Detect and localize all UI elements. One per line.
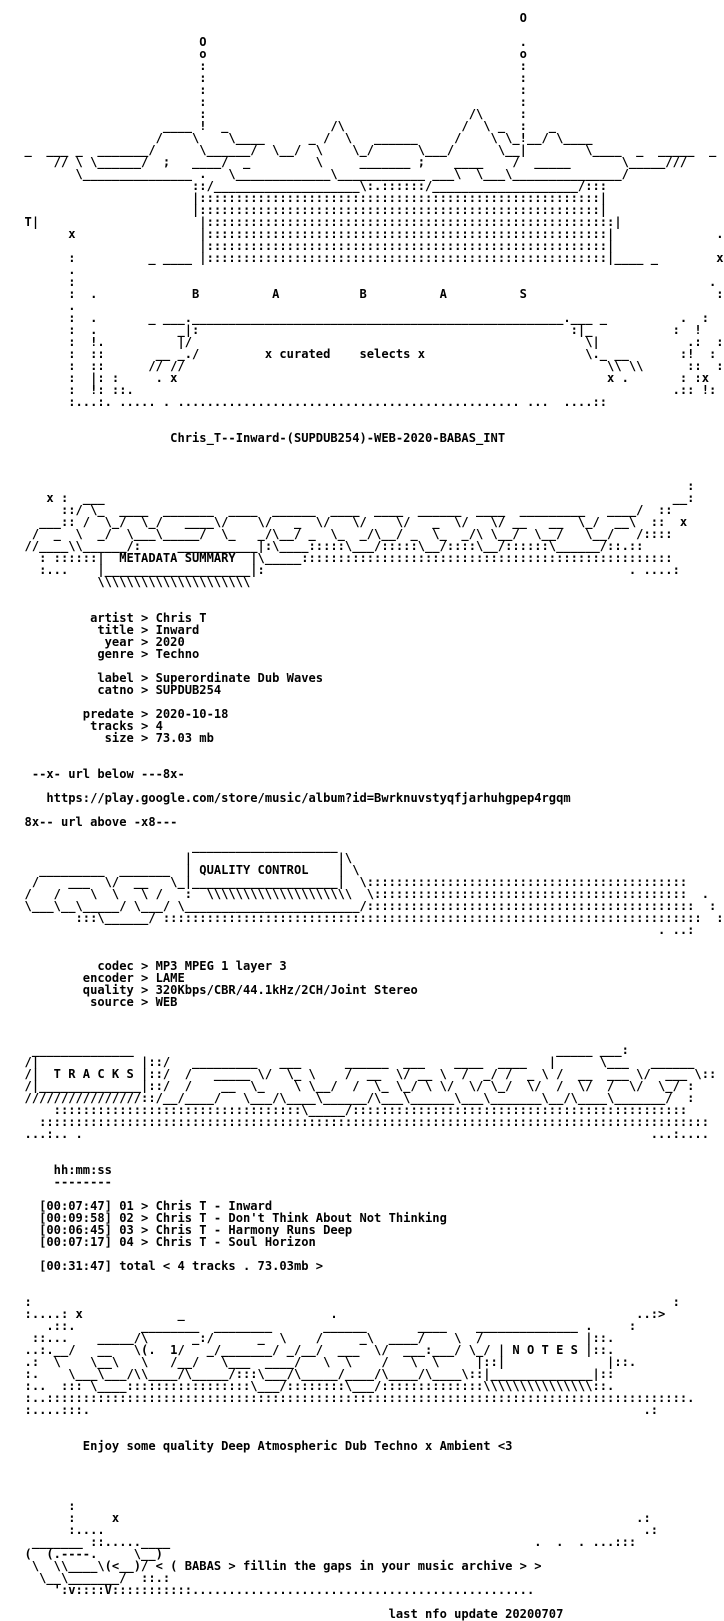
nfo-line [10, 408, 724, 420]
nfo-line [10, 1464, 724, 1476]
nfo-line: |:::::::::::::::::::::::::::::::::::::::::::::::::::::::| [10, 239, 615, 253]
nfo-line: .::. ________ ________ ______ ____ ______________ . : [10, 1319, 637, 1333]
nfo-line: [00:07:47] 01 > Chris T - Inward [10, 1199, 273, 1213]
nfo-line: ':v::::V:::::::::::............................................... [10, 1583, 535, 1597]
nfo-line [10, 1140, 724, 1152]
nfo-line: : !: ::. .:: !: [10, 383, 717, 397]
nfo-line [10, 1488, 724, 1500]
nfo-line: \\\\\\\\\\\\\\\\\\\\\ [10, 575, 251, 589]
nfo-line: artist > Chris T [10, 611, 207, 625]
nfo-line: /|______________|::/ / __ \_ \ \__/ / \_ \_/ \ \/ \/ \_/ \/ / \/ / \/ \_/ : [10, 1079, 695, 1093]
nfo-line: genre > Techno [10, 647, 200, 661]
nfo-line: // \ \______/ ; ____/ _ \ _______ ; ____ / _____ \_____/// [10, 155, 688, 169]
nfo-line: predate > 2020-10-18 [10, 707, 229, 721]
nfo-line: ::::::::::::::::::::::::::::::::::\_____/:::::::::::::::::::::::::::::::::::::::::::::: [10, 1103, 688, 1117]
nfo-line: quality > 320Kbps/CBR/44.1kHz/2CH/Joint Stereo [10, 983, 418, 997]
nfo-line: [00:31:47] total < 4 tracks . 73.03mb > [10, 1259, 324, 1273]
nfo-line: : . _|: :|_ : ! [10, 323, 702, 337]
nfo-line: -------- [10, 1175, 112, 1189]
nfo-line: ____________________ [10, 839, 338, 853]
nfo-line: ___:: / \_/ \_/ ____\/ \/ _ \/ \/ \/ _ \/ \/ __ __ \_/ __\ :: x [10, 515, 688, 529]
nfo-line: : x .: [10, 1511, 651, 1525]
nfo-line: _________ _______ | QUALITY CONTROL | \ [10, 863, 360, 877]
nfo-line: |:::::::::::::::::::::::::::::::::::::::::::::::::::::::| [10, 191, 608, 205]
nfo-line: \__\_______/ ::.: [10, 1571, 171, 1585]
nfo-line: | |\ [10, 851, 353, 865]
nfo-line: \___\__\_____/ \___/ \________________________/::::::::::::::::::::::::::::::::::::::::::::: : [10, 899, 717, 913]
nfo-line: :.. ::: \____:::::::::::::::::\___/::::::::\___/::::::::::::::\\\\\\\\\\\\\\\::. [10, 1379, 615, 1393]
nfo-line: T| |::::::::::::::::::::::::::::::::::::::::::::::::::::::::| [10, 215, 622, 229]
nfo-line: [00:09:58] 02 > Chris T - Don't Think About Not Thinking [10, 1211, 447, 1225]
nfo-line [10, 1476, 724, 1488]
nfo-line: x |:::::::::::::::::::::::::::::::::::::::::::::::::::::::| . [10, 227, 724, 241]
nfo-line: . ..: [10, 923, 695, 937]
nfo-line [10, 456, 724, 468]
nfo-line[interactable]: https://play.google.com/store/music/album?id=Bwrknuvstyqfjarhuhgpep4rgqm [10, 791, 571, 805]
nfo-line [10, 1008, 724, 1020]
nfo-line: [00:07:17] 04 > Chris T - Soul Horizon [10, 1235, 316, 1249]
nfo-line: _______ ::.....____ . . . ...::: [10, 1535, 637, 1549]
nfo-line: --x- url below ---8x- [10, 767, 185, 781]
nfo-line: catno > SUPDUB254 [10, 683, 222, 697]
nfo-line [10, 1452, 724, 1464]
nfo-line: / \ \____ _ / \ ______ / \ \_!__/ \____ [10, 131, 593, 145]
nfo-line: / ___ \/ __ \_|____________________| \:::::::::::::::::::::::::::::::::::::::::::: [10, 875, 688, 889]
nfo-line: [00:06:45] 03 > Chris T - Harmony Runs Deep [10, 1223, 353, 1237]
nfo-line: : : [10, 59, 527, 73]
nfo-line: : . B A B A S : [10, 287, 724, 301]
nfo-line: :::::::::::::::::::::::::::::::::::::::::::::::::::::::::::::::::::::::::::::::::::::::::::: [10, 1115, 709, 1129]
nfo-line: hh:mm:ss [10, 1163, 112, 1177]
nfo-line: /| |::/ _________ ___ ______ ___ ____ ____ | \___ ______ [10, 1055, 695, 1069]
nfo-line: _ ___ _ _______/ \______/ \__/ \ \_/ \___/ \__| \____ _ _____ _ [10, 143, 717, 157]
nfo-line: : . [10, 275, 717, 289]
nfo-line: :.... .: [10, 1523, 659, 1537]
nfo-line: : |: : . x x . : :x [10, 371, 709, 385]
nfo-line [10, 1152, 724, 1164]
nfo-line: /| T R A C K S |::/ / _____ \/ \_ \ / __ \/ __ \ / _/ / _ \ / __ ___ \/ ___ \:: [10, 1067, 717, 1081]
nfo-line: : ::::::| METADATA SUMMARY |\_____::::::::::::::::::::::::::::::::::::::::::::::::::: [10, 551, 673, 565]
nfo-line [10, 936, 724, 948]
nfo-line: encoder > LAME [10, 971, 185, 985]
nfo-document [10, 0, 724, 1620]
nfo-line: |:::::::::::::::::::::::::::::::::::::::::::::::::::::::| [10, 203, 608, 217]
nfo-line: : : [10, 95, 527, 109]
nfo-line [10, 444, 724, 456]
nfo-line: . [10, 263, 76, 277]
nfo-line: ::/ \_ ____ _______ ____ ______ ____ ____ ______ ____ _________ ____/ :: [10, 503, 673, 517]
nfo-line: : : [10, 83, 527, 97]
nfo-line: . [10, 299, 76, 313]
nfo-line [10, 744, 724, 756]
nfo-line: : _ ____ |:::::::::::::::::::::::::::::::::::::::::::::::::::::::|____ _ x [10, 251, 724, 265]
nfo-line: ..:.__/ __ \(. 1/ _/_______/ _/__/ ___ \/ ___:___/ \_/ | N O T E S |::. [10, 1343, 615, 1357]
nfo-line: o o [10, 47, 527, 61]
nfo-line: last nfo update 20200707 [10, 1607, 564, 1621]
nfo-line: ( (.----. \__) [10, 1547, 163, 1561]
nfo-line: x : ___ __: [10, 491, 695, 505]
nfo-line: Chris_T--Inward-(SUPDUB254)-WEB-2020-BABAS_INT [10, 431, 506, 445]
nfo-line: source > WEB [10, 995, 178, 1009]
nfo-line: label > Superordinate Dub Waves [10, 671, 324, 685]
nfo-line: ::/____________________\:.::::::/____________________/::: [10, 179, 608, 193]
nfo-line: //____\\______/: ___________|:\____:::::\___/:::::\__/::::\__/::::::\______/::.:: [10, 539, 644, 553]
nfo-line: :....:::. .: [10, 1403, 659, 1417]
nfo-line: Enjoy some quality Deep Atmospheric Dub Techno x Ambient <3 [10, 1439, 513, 1453]
nfo-line: :....: x _ . ..:> [10, 1307, 666, 1321]
nfo-line: :. \___\___/\\____/\_____/:::\___/\_____/____/\____/\____\::|______________|:: [10, 1367, 615, 1381]
nfo-line: \ \\____\(<__)/ < ( BABAS > fillin the gaps in your music archive > > [10, 1559, 542, 1573]
nfo-line: ::... _____/\ _:/ _ \ / _\ ____/ \ / |::. [10, 1331, 615, 1345]
nfo-line: : : [10, 71, 527, 85]
nfo-line: / _ \ _/ \___\_____/ \_ _/\__/ _ \_ _/\__/ _ \_ _/\ \__/ \__/ \__/ /:::: [10, 527, 673, 541]
nfo-line: codec > MP3 MPEG 1 layer 3 [10, 959, 287, 973]
nfo-line: O . [10, 35, 527, 49]
nfo-line: / / \ \ \ / : \\\\\\\\\\\\\\\\\\\\ \::::::::::::::::::::::::::::::::::::::::::: . [10, 887, 709, 901]
nfo-line: : . _ ___.___________________________________________________.___ _ . : [10, 311, 709, 325]
nfo-line: year > 2020 [10, 635, 185, 649]
nfo-line: tracks > 4 [10, 719, 163, 733]
nfo-line: : :: __ _./ x curated selects x \._ __ :! : [10, 347, 717, 361]
nfo-line: O [10, 11, 527, 25]
nfo-line: : !. |/ \| .: : [10, 335, 724, 349]
nfo-line: : :: // // \\ \\ :: : [10, 359, 724, 373]
nfo-line: .: \ \__\ \ /__/ \___ ____/ \ \ / \ \ |::| |::. [10, 1355, 637, 1369]
nfo-line: : : [10, 1295, 680, 1309]
nfo-line: \_______________ . \_____________\____________ ___\ \___\_______________/ [10, 167, 629, 181]
nfo-line [10, 588, 724, 600]
nfo-line: size > 73.03 mb [10, 731, 214, 745]
nfo-line: ...:.. . ...:.... [10, 1127, 709, 1141]
nfo-line: :..::::::::::::::::::::::::::::::::::::::::::::::::::::::::::::::::::::::::::::::::::::::::. [10, 1391, 695, 1405]
nfo-line: :...:. ..... . ............................................... ... ....:: [10, 395, 608, 409]
nfo-line [10, 1272, 724, 1284]
nfo-line: :::\______/ :::::::::::::::::::::::::::::::::::::::::::::::::::::::::::::::::::::::::: : [10, 911, 724, 925]
nfo-line: ______________ _____ ___: [10, 1043, 629, 1057]
nfo-line: : /\ : [10, 107, 527, 121]
nfo-line: : [10, 479, 695, 493]
nfo-line: : [10, 1499, 76, 1513]
nfo-line: ////////////////::/__/____/ \___/\____\______/\___\______\___\_______\__/\____\_______/ : [10, 1091, 695, 1105]
nfo-line [10, 1020, 724, 1032]
nfo-line: ____ ! _ /\ / \ _ : _ [10, 119, 557, 133]
nfo-line: title > Inward [10, 623, 200, 637]
nfo-line [10, 1416, 724, 1428]
nfo-line: :... |____________________|: . ....: [10, 563, 680, 577]
nfo-line: 8x-- url above -x8--- [10, 815, 178, 829]
